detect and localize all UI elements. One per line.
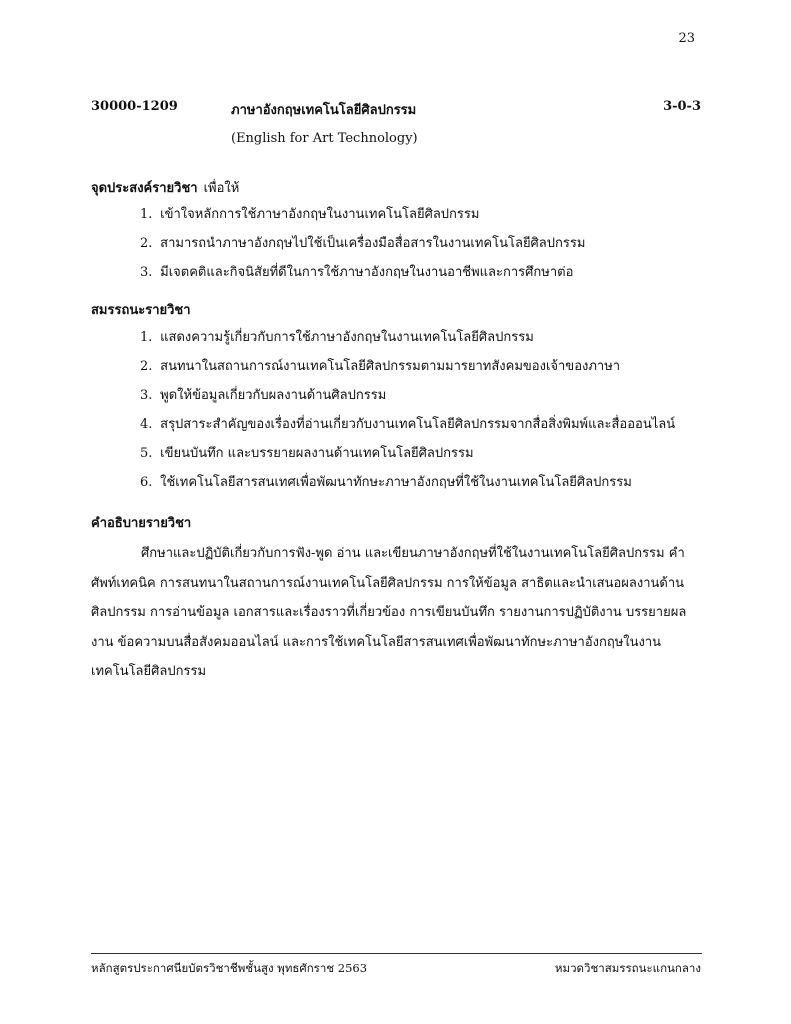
competency-item <box>140 386 675 415</box>
footer-category: หมวดวิชาสมรรถนะแกนกลาง <box>554 961 701 975</box>
objective-item <box>140 205 585 234</box>
course-credits: 3-0-3 <box>663 99 701 114</box>
item-number: 3. <box>140 388 153 403</box>
item-text: ใช้เทคโนโลยีสารสนเทศเพื่อพัฒนาทักษะภาษาอังกฤษที่ใช้ในงานเทคโนโลยีศิลปกรรม <box>160 475 632 490</box>
competency-item <box>140 473 675 502</box>
footer-divider <box>91 953 702 954</box>
item-text: แสดงความรู้เกี่ยวกับการใช้ภาษาอังกฤษในงานเทคโนโลยีศิลปกรรม <box>160 330 534 345</box>
competencies-heading: สมรรถนะรายวิชา <box>91 303 191 318</box>
description-text: ศึกษาและปฏิบัติเกี่ยวกับการฟัง-พูด อ่าน และเขียนภาษาอังกฤษที่ใช้ในงานเทคโนโลยีศิลปกรรม คำศัพท์เทคนิค การสนทนาในสถานการณ์งานเทคโนโลยีศิลปกรรม การให้ข้อมูล สาธิตและนำเสนอผลงานด้านศิลปกรรม การอ่านข้อมูล เอกสารและเรื่องราวที่เกี่ยวข้อง การเขียนบันทึก รายงานการปฏิบัติงาน บรรยายผลงาน ข้อความบนสื่อสังคมออนไลน์ และการใช้เทคโนโลยีสารสนเทศเพื่อพัฒนาทักษะภาษาอังกฤษในงานเทคโนโลยีศิลปกรรม <box>91 546 687 679</box>
course-header <box>91 99 701 119</box>
page-number: 23 <box>678 31 695 46</box>
item-text: สรุปสาระสำคัญของเรื่องที่อ่านเกี่ยวกับงานเทคโนโลยีศิลปกรรมจากสื่อสิ่งพิมพ์และสื่อออนไลน์ <box>160 417 676 432</box>
description-heading: คำอธิบายรายวิชา <box>91 516 192 531</box>
objective-item <box>140 263 585 292</box>
competency-item <box>140 444 675 473</box>
objectives-heading-text: จุดประสงค์รายวิชา <box>91 181 198 196</box>
item-number: 4. <box>140 417 153 432</box>
objectives-heading <box>91 177 239 198</box>
item-number: 2. <box>140 236 153 251</box>
footer-curriculum: หลักสูตรประกาศนียบัตรวิชาชีพชั้นสูง พุทธศักราช 2563 <box>91 961 368 975</box>
item-number: 2. <box>140 359 153 374</box>
item-text: พูดให้ข้อมูลเกี่ยวกับผลงานด้านศิลปกรรม <box>160 388 387 403</box>
competency-item <box>140 357 675 386</box>
competency-item <box>140 328 675 357</box>
item-text: เขียนบันทึก และบรรยายผลงานด้านเทคโนโลยีศิลปกรรม <box>160 446 474 461</box>
item-number: 1. <box>140 330 153 345</box>
objectives-heading-suffix: เพื่อให้ <box>203 181 240 196</box>
objectives-list <box>140 205 585 292</box>
competency-item <box>140 415 675 444</box>
objective-item <box>140 234 585 263</box>
course-code: 30000-1209 <box>91 99 178 114</box>
item-number: 6. <box>140 475 153 490</box>
item-text: สามารถนำภาษาอังกฤษไปใช้เป็นเครื่องมือสื่อสารในงานเทคโนโลยีศิลปกรรม <box>160 236 586 251</box>
course-title: ภาษาอังกฤษเทคโนโลยีศิลปกรรม <box>231 103 417 118</box>
item-text: สนทนาในสถานการณ์งานเทคโนโลยีศิลปกรรมตามมารยาทสังคมของเจ้าของภาษา <box>160 359 621 374</box>
item-text: มีเจตคติและกิจนิสัยที่ดีในการใช้ภาษาอังกฤษในงานอาชีพและการศึกษาต่อ <box>160 265 574 280</box>
course-english-title: (English for Art Technology) <box>231 131 418 146</box>
item-number: 3. <box>140 265 153 280</box>
item-text: เข้าใจหลักการใช้ภาษาอังกฤษในงานเทคโนโลยีศิลปกรรม <box>160 207 480 222</box>
competencies-list <box>140 328 675 502</box>
item-number: 1. <box>140 207 153 222</box>
item-number: 5. <box>140 446 153 461</box>
